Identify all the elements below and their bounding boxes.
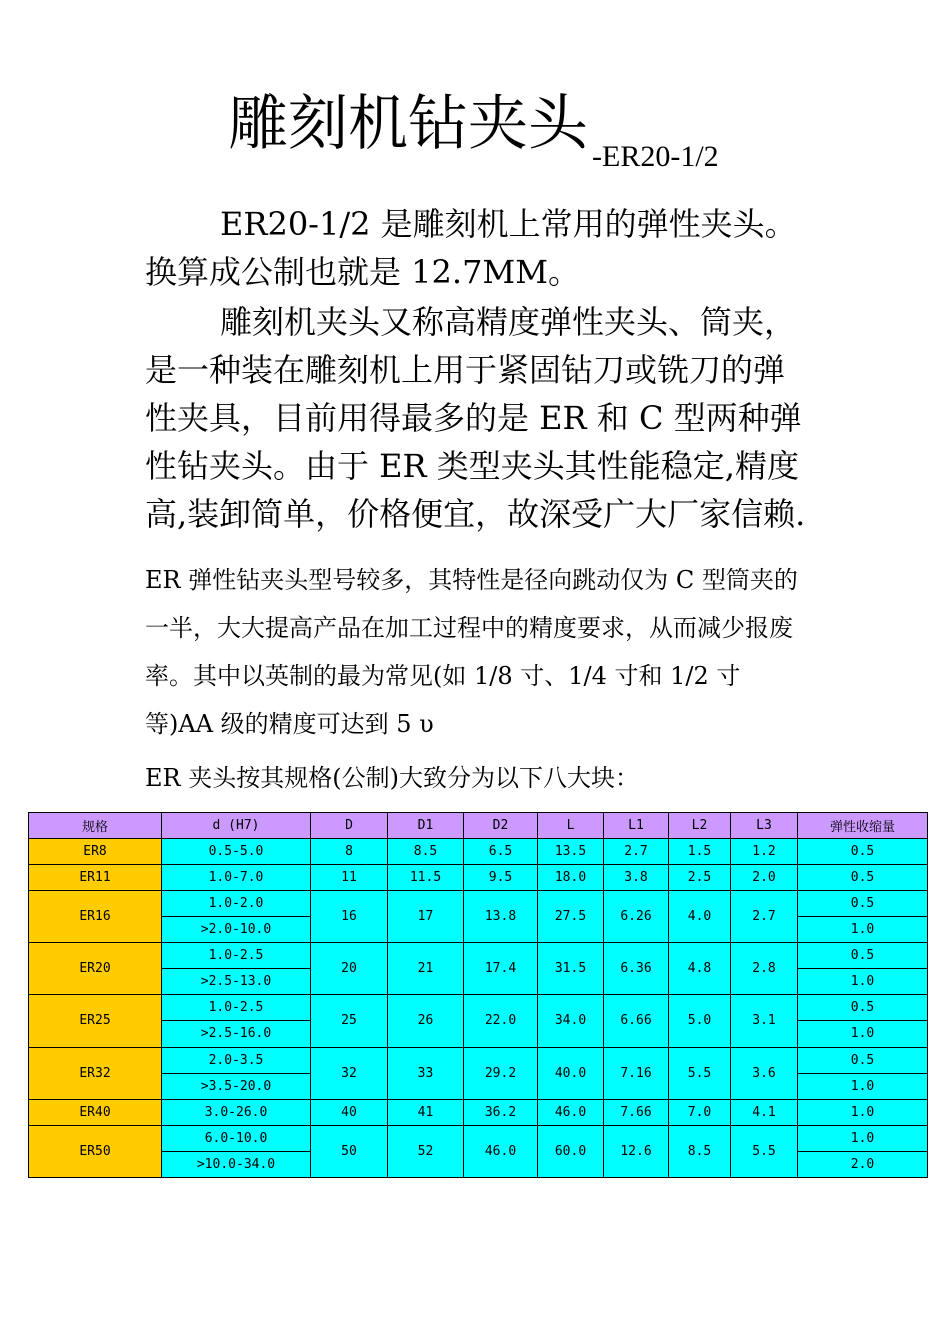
- dim-d1-cell: 33: [388, 1047, 464, 1099]
- bore-range-cell: 6.0-10.0: [162, 1125, 311, 1151]
- bore-range-cell: 0.5-5.0: [162, 839, 311, 865]
- paragraph-intro: ER20-1/2 是雕刻机上常用的弹性夹头。换算成公制也就是 12.7MM。: [145, 205, 797, 291]
- bore-range-cell: >2.5-16.0: [162, 1021, 311, 1047]
- shrink-cell: 1.0: [798, 917, 928, 943]
- shrink-cell: 2.0: [798, 1151, 928, 1177]
- table-row: [29, 1125, 928, 1151]
- dim-d-cell: 32: [311, 1047, 388, 1099]
- dim-l1-cell: 7.16: [604, 1047, 669, 1099]
- dim-l2-cell: 5.5: [669, 1047, 731, 1099]
- column-header: L2: [669, 813, 731, 839]
- title-main: 雕刻机钻夹头: [228, 89, 588, 159]
- dim-l3-cell: 5.5: [731, 1125, 798, 1177]
- dim-l1-cell: 12.6: [604, 1125, 669, 1177]
- dim-l3-cell: 3.6: [731, 1047, 798, 1099]
- spec-table: [28, 812, 928, 1178]
- dim-d2-cell: 36.2: [464, 1099, 538, 1125]
- model-cell: ER20: [29, 943, 162, 995]
- page-title: [228, 88, 719, 193]
- shrink-cell: 0.5: [798, 891, 928, 917]
- shrink-cell: 1.0: [798, 1073, 928, 1099]
- dim-d1-cell: 41: [388, 1099, 464, 1125]
- dim-l2-cell: 1.5: [669, 839, 731, 865]
- bore-range-cell: 1.0-2.0: [162, 891, 311, 917]
- dim-d2-cell: 46.0: [464, 1125, 538, 1177]
- dim-l1-cell: 3.8: [604, 865, 669, 891]
- bore-range-cell: >3.5-20.0: [162, 1073, 311, 1099]
- dim-l3-cell: 2.0: [731, 865, 798, 891]
- dim-d1-cell: 26: [388, 995, 464, 1047]
- dim-l3-cell: 2.8: [731, 943, 798, 995]
- paragraph-description-body: 是一种装在雕刻机上用于紧固钻刀或铣刀的弹性夹具，目前用得最多的是 ER 和 C 型两种弹性钻夹头。由于 ER 类型夹头其性能稳定,精度高,装卸简单，价格便宜，故深受广大厂家信赖.: [145, 351, 806, 533]
- dim-d-cell: 40: [311, 1099, 388, 1125]
- dim-d-cell: 50: [311, 1125, 388, 1177]
- dim-l1-cell: 7.66: [604, 1099, 669, 1125]
- model-cell: ER32: [29, 1047, 162, 1099]
- shrink-cell: 1.0: [798, 1125, 928, 1151]
- dim-d2-cell: 9.5: [464, 865, 538, 891]
- table-row: [29, 995, 928, 1021]
- bore-range-cell: >10.0-34.0: [162, 1151, 311, 1177]
- bore-range-cell: 1.0-2.5: [162, 995, 311, 1021]
- title-suffix: -ER20-1/2: [592, 140, 719, 173]
- dim-d-cell: 8: [311, 839, 388, 865]
- dim-l1-cell: 6.66: [604, 995, 669, 1047]
- bore-range-cell: 3.0-26.0: [162, 1099, 311, 1125]
- model-cell: ER40: [29, 1099, 162, 1125]
- bore-range-cell: 1.0-7.0: [162, 865, 311, 891]
- dim-l-cell: 31.5: [538, 943, 604, 995]
- shrink-cell: 1.0: [798, 1021, 928, 1047]
- dim-l3-cell: 1.2: [731, 839, 798, 865]
- dim-d2-cell: 22.0: [464, 995, 538, 1047]
- dim-d-cell: 25: [311, 995, 388, 1047]
- table-row: [29, 943, 928, 969]
- table-row: [29, 891, 928, 917]
- paragraph-table-intro: ER 夹头按其规格(公制)大致分为以下八大块：: [145, 764, 639, 792]
- spec-table-header: [29, 813, 928, 839]
- dim-l3-cell: 2.7: [731, 891, 798, 943]
- bore-range-cell: 2.0-3.5: [162, 1047, 311, 1073]
- dim-d1-cell: 17: [388, 891, 464, 943]
- column-header: L: [538, 813, 604, 839]
- table-row: [29, 839, 928, 865]
- table-row: [29, 1099, 928, 1125]
- dim-l-cell: 13.5: [538, 839, 604, 865]
- dim-d2-cell: 6.5: [464, 839, 538, 865]
- bore-range-cell: >2.5-13.0: [162, 969, 311, 995]
- dim-d-cell: 20: [311, 943, 388, 995]
- dim-l1-cell: 2.7: [604, 839, 669, 865]
- paragraph-description: [145, 298, 807, 538]
- shrink-cell: 1.0: [798, 1099, 928, 1125]
- paragraph-features: ER 弹性钻夹头型号较多，其特性是径向跳动仅为 C 型筒夹的一半，大大提高产品在加工过程中的精度要求，从而减少报废率。其中以英制的最为常见(如 1/8 寸、1/4 寸和 1/2 寸等)AA 级的精度可达到 5 υ: [145, 566, 798, 738]
- shrink-cell: 0.5: [798, 839, 928, 865]
- dim-d-cell: 11: [311, 865, 388, 891]
- dim-l-cell: 34.0: [538, 995, 604, 1047]
- column-header: d (H7): [162, 813, 311, 839]
- dim-l-cell: 60.0: [538, 1125, 604, 1177]
- model-cell: ER11: [29, 865, 162, 891]
- dim-l2-cell: 7.0: [669, 1099, 731, 1125]
- dim-d-cell: 16: [311, 891, 388, 943]
- model-cell: ER50: [29, 1125, 162, 1177]
- dim-l-cell: 40.0: [538, 1047, 604, 1099]
- model-cell: ER25: [29, 995, 162, 1047]
- dim-l2-cell: 4.8: [669, 943, 731, 995]
- dim-l3-cell: 4.1: [731, 1099, 798, 1125]
- model-cell: ER16: [29, 891, 162, 943]
- bore-range-cell: 1.0-2.5: [162, 943, 311, 969]
- dim-l-cell: 46.0: [538, 1099, 604, 1125]
- shrink-cell: 1.0: [798, 969, 928, 995]
- dim-d1-cell: 21: [388, 943, 464, 995]
- dim-l2-cell: 2.5: [669, 865, 731, 891]
- paragraph-description-lead: 雕刻机夹头又称高精度弹性夹头、筒夹，: [220, 303, 797, 341]
- dim-d2-cell: 17.4: [464, 943, 538, 995]
- table-row: [29, 1047, 928, 1073]
- spec-table-body: [29, 839, 928, 1178]
- column-header: 规格: [29, 813, 162, 839]
- dim-l2-cell: 5.0: [669, 995, 731, 1047]
- dim-l-cell: 18.0: [538, 865, 604, 891]
- dim-d1-cell: 11.5: [388, 865, 464, 891]
- column-header: D2: [464, 813, 538, 839]
- dim-d1-cell: 8.5: [388, 839, 464, 865]
- column-header: D1: [388, 813, 464, 839]
- table-row: [29, 865, 928, 891]
- shrink-cell: 0.5: [798, 1047, 928, 1073]
- dim-l1-cell: 6.26: [604, 891, 669, 943]
- column-header: D: [311, 813, 388, 839]
- dim-d2-cell: 29.2: [464, 1047, 538, 1099]
- column-header: 弹性收缩量: [798, 813, 928, 839]
- shrink-cell: 0.5: [798, 943, 928, 969]
- dim-l1-cell: 6.36: [604, 943, 669, 995]
- header-row: [29, 813, 928, 839]
- dim-l3-cell: 3.1: [731, 995, 798, 1047]
- column-header: L3: [731, 813, 798, 839]
- dim-d2-cell: 13.8: [464, 891, 538, 943]
- shrink-cell: 0.5: [798, 995, 928, 1021]
- dim-l-cell: 27.5: [538, 891, 604, 943]
- dim-l2-cell: 4.0: [669, 891, 731, 943]
- dim-d1-cell: 52: [388, 1125, 464, 1177]
- dim-l2-cell: 8.5: [669, 1125, 731, 1177]
- model-cell: ER8: [29, 839, 162, 865]
- shrink-cell: 0.5: [798, 865, 928, 891]
- column-header: L1: [604, 813, 669, 839]
- bore-range-cell: >2.0-10.0: [162, 917, 311, 943]
